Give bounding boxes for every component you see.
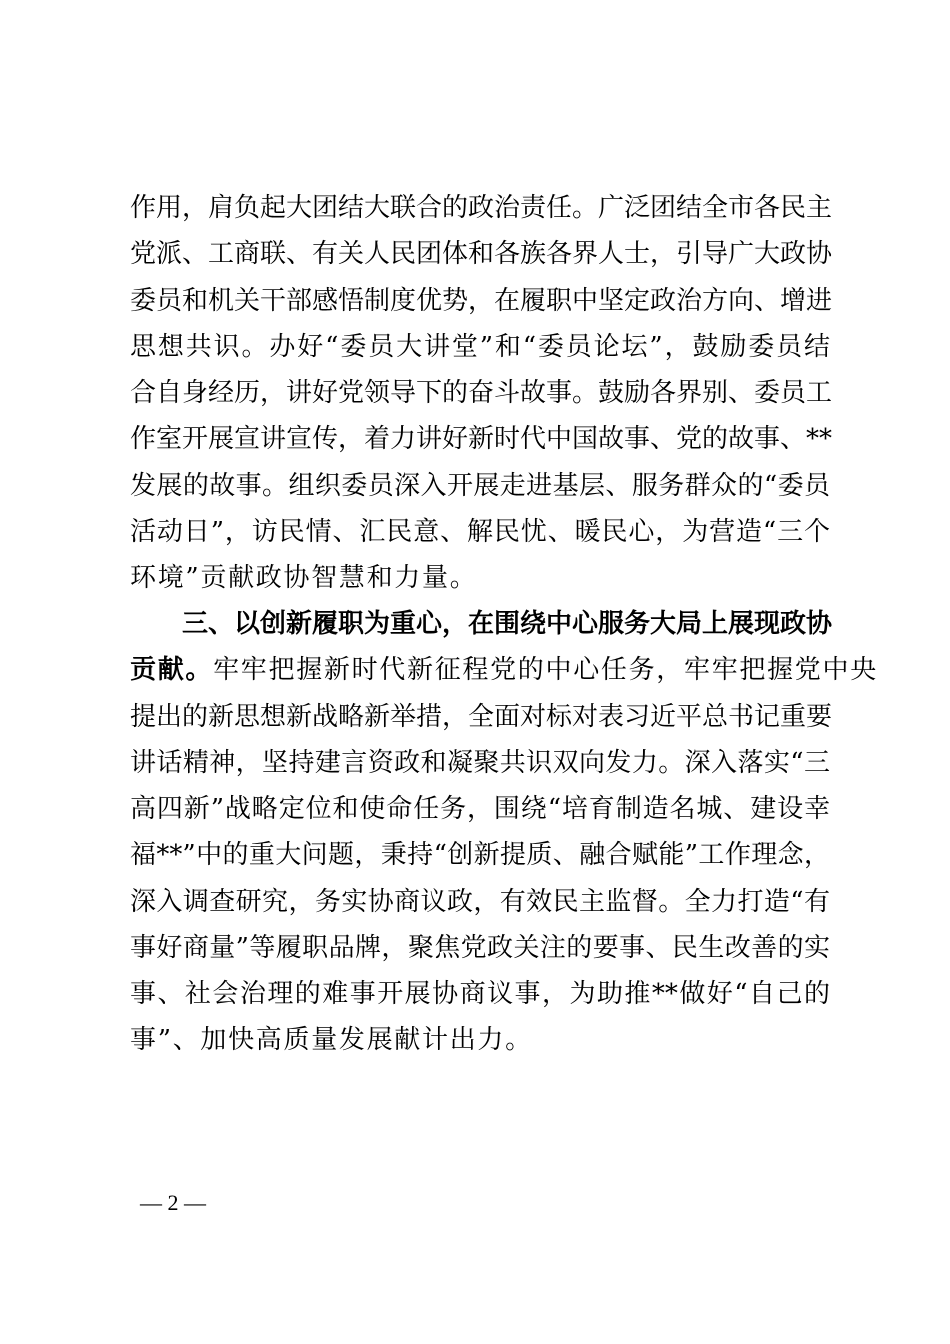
text-line: 作室开展宣讲宣传，着力讲好新时代中国故事、党的故事、** [130,424,833,455]
section-heading-end: 贡献。 [130,655,214,686]
text-line: 高四新”战略定位和使命任务，围绕“培育制造名城、建设幸 [130,794,830,824]
paragraph-2 [130,601,878,1064]
text-line: 提出的新思想新战略新举措，全面对标对表习近平总书记重要 [130,701,833,732]
text-line: 事、社会治理的难事开展协商议事，为助推**做好“自己的 [130,979,830,1009]
text-line: 委员和机关干部感悟制度优势，在履职中坚定政治方向、增进 [130,285,833,316]
text-line: 深入调查研究，务实协商议政，有效民主监督。全力打造“有 [130,886,830,917]
text-line: 福**”中的重大问题，秉持“创新提质、融合赋能”工作理念， [130,840,830,871]
page-number: — 2 — [140,1190,206,1215]
text-line: 事好商量”等履职品牌，聚焦党政关注的要事、民生改善的实 [130,932,830,963]
text-line: 作用，肩负起大团结大联合的政治责任。广泛团结全市各民主 [130,193,833,223]
paragraph-1 [130,185,833,601]
section-heading: 三、以创新履职为重心，在围绕中心服务大局上展现政协 [182,609,833,639]
text-line: 讲话精神，坚持建言资政和凝聚共识双向发力。深入落实“三 [130,747,830,778]
text-line: 事”、加快高质量发展献计出力。 [130,1025,533,1056]
text-line: 合自身经历，讲好党领导下的奋斗故事。鼓励各界别、委员工 [130,378,833,408]
text-line: 发展的故事。组织委员深入开展走进基层、服务群众的“委员 [130,470,830,501]
text-line-rest: 牢牢把握新时代新征程党的中心任务，牢牢把握党中央 [213,655,878,686]
text-line: 思想共识。办好“委员大讲堂”和“委员论坛”，鼓励委员结 [130,331,830,362]
text-line: 党派、工商联、有关人民团体和各族各界人士，引导广大政协 [130,239,833,270]
text-line: 活动日”，访民情、汇民意、解民忧、暖民心，为营造“三个 [130,516,830,547]
text-line: 环境”贡献政协智慧和力量。 [130,563,478,593]
text-line [130,647,878,693]
